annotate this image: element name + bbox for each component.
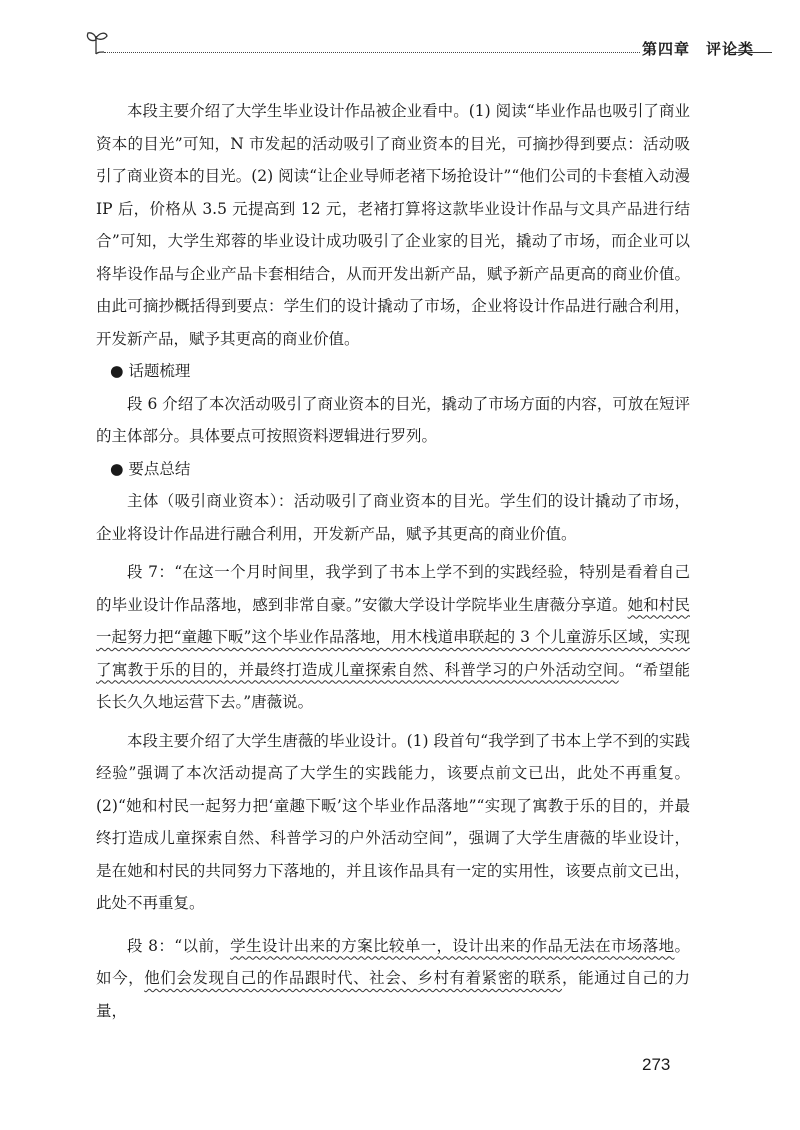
quote-text: ，能通过自己的力量，: [96, 969, 690, 1020]
quote-text: 段 7：“在这一个月时间里，我学到了书本上学不到的实践经验，特别是看着自己的毕业设计作品落地，感到非常自豪。”安徽大学设计学院毕业生唐薇分享道。: [96, 563, 690, 614]
page-header: [82, 28, 772, 62]
page-number: 273: [642, 1055, 671, 1074]
quote-paragraph-7: [96, 556, 690, 719]
header-dotted-rule: [104, 52, 640, 53]
analysis-paragraph-2: 本段主要介绍了大学生唐薇的毕业设计。(1) 段首句“我学到了书本上学不到的实践经验”强调了本次活动提高了大学生的实践能力，该要点前文已出，此处不再重复。(2)“她和村民一起努力把‘童趣下畈’这个毕业作品落地”“实现了寓教于乐的目的，并最终打造成儿童探索自然、科普学习的户外活动空间”，强调了大学生唐薇的毕业设计，是在她和村民的共同努力下落地的，并且该作品具有一定的实用性，该要点前文已出，此处不再重复。: [96, 731, 690, 912]
summary-paragraph: 主体（吸引商业资本）：活动吸引了商业资本的目光。学生们的设计撬动了市场，企业将设计作品进行融合利用，开发新产品，赋予其更高的商业价值。: [96, 492, 690, 543]
chapter-title: 第四章 评论类: [642, 40, 755, 58]
wavy-underlined-text: 他们会发现自己的作品跟时代、社会、乡村有着紧密的联系: [144, 969, 562, 987]
analysis-paragraph-1: 本段主要介绍了大学生毕业设计作品被企业看中。(1) 阅读“毕业作品也吸引了商业资本的目光”可知，N 市发起的活动吸引了商业资本的目光，可摘抄得到要点：活动吸引了商业资本的目光。(2) 阅读“让企业导师老褚下场抢设计”“他们公司的卡套植入动漫 IP 后，价格从 3.5 元提高到 12 元，老褚打算将这款毕业设计作品与文具产品进行结合”可知，大学生郑蓉的毕业设计成功吸引了企业家的目光，撬动了市场，而企业可以将毕设作品与企业产品卡套相结合，从而开发出新产品，赋予新产品更高的商业价值。由此可摘抄概括得到要点：学生们的设计撬动了市场，企业将设计作品进行融合利用，开发新产品，赋予其更高的商业价值。: [96, 102, 690, 348]
topic-paragraph: 段 6 介绍了本次活动吸引了商业资本的目光，撬动了市场方面的内容，可放在短评的主体部分。具体要点可按照资料逻辑进行罗列。: [96, 394, 690, 445]
quote-paragraph-8: [96, 930, 690, 1028]
quote-text: 。如今，: [96, 936, 690, 987]
header-rule: [730, 52, 772, 53]
sprout-icon: [82, 28, 112, 58]
section-heading-topic: ● 话题梳理: [109, 362, 191, 380]
quote-text: 段 8：“以前，: [127, 936, 231, 955]
section-heading-summary: ● 要点总结: [109, 459, 191, 478]
wavy-underlined-text: 学生设计出来的方案比较单一，设计出来的作品无法在市场落地: [230, 936, 675, 955]
quote-text: 。“希望能长长久久地运营下去。”唐薇说。: [96, 660, 690, 711]
page-body: [96, 95, 690, 1027]
wavy-underlined-text: 她和村民一起努力把“童趣下畈”这个毕业作品落地，用木栈道串联起的 3 个儿童游乐区域，实现了寓教于乐的目的，并最终打造成儿童探索自然、科普学习的户外活动空间: [96, 595, 690, 679]
